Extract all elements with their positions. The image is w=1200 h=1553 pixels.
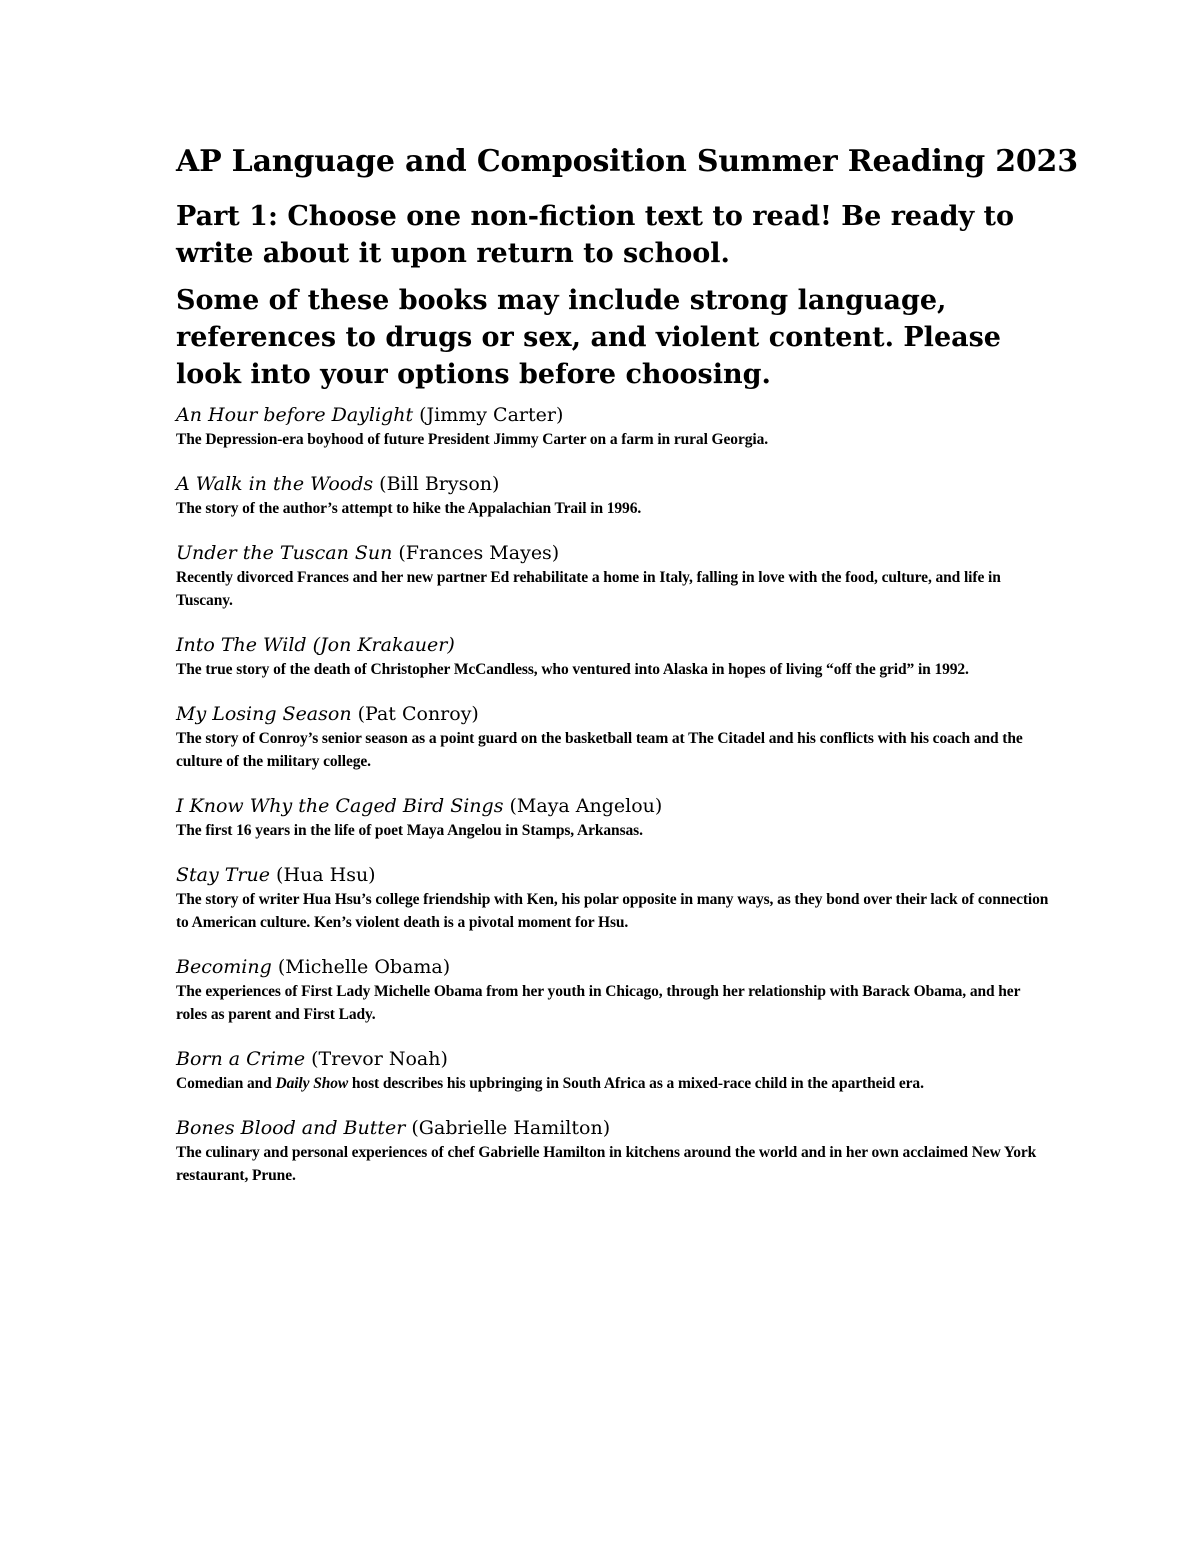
book-title: Born a Crime — [176, 1048, 306, 1070]
book-description: The story of writer Hua Hsu’s college friendship with Ken, his polar opposite in many ways, as they bond over their lack of connection to American culture. Ken’s violent death is a pivotal moment for Hsu. — [176, 891, 1049, 931]
book-heading — [176, 862, 1050, 888]
book-author: (Michelle Obama) — [271, 956, 451, 978]
book-entry — [176, 632, 1050, 681]
book-entry — [176, 793, 1050, 842]
book-entry — [176, 540, 1050, 612]
book-heading — [176, 471, 1050, 497]
book-heading — [176, 402, 1050, 428]
book-title: Under the Tuscan Sun — [176, 542, 393, 564]
book-author: (Maya Angelou) — [503, 795, 663, 817]
book-heading — [176, 1046, 1050, 1072]
book-description: The story of Conroy’s senior season as a point guard on the basketball team at The Citadel and his conflicts with his coach and the culture of the military college. — [176, 730, 1023, 770]
book-title: Becoming — [176, 956, 272, 978]
book-heading — [176, 540, 1050, 566]
book-author: (Gabrielle Hamilton) — [405, 1117, 611, 1139]
book-entry — [176, 701, 1050, 773]
book-heading — [176, 632, 1050, 658]
book-description: The Depression-era boyhood of future President Jimmy Carter on a farm in rural Georgia. — [176, 431, 769, 448]
book-author: (Pat Conroy) — [351, 703, 479, 725]
description-text: Comedian and — [176, 1075, 276, 1092]
page-title: AP Language and Composition Summer Reading 2023 — [176, 144, 1078, 179]
book-description: Recently divorced Frances and her new partner Ed rehabilitate a home in Italy, falling in love with the food, culture, and life in Tuscany. — [176, 569, 1001, 609]
book-entry — [176, 1046, 1050, 1095]
book-description: The experiences of First Lady Michelle Obama from her youth in Chicago, through her relationship with Barack Obama, and her roles as parent and First Lady. — [176, 983, 1021, 1023]
book-entry — [176, 862, 1050, 934]
book-entry — [176, 1115, 1050, 1187]
book-title: I Know Why the Caged Bird Sings — [176, 795, 504, 817]
book-title: Into The Wild (Jon Krakauer) — [176, 634, 455, 656]
book-author: (Jimmy Carter) — [413, 404, 564, 426]
book-author: (Hua Hsu) — [270, 864, 376, 886]
book-title: An Hour before Daylight — [176, 404, 414, 426]
book-entry — [176, 954, 1050, 1026]
book-heading — [176, 793, 1050, 819]
book-description: The first 16 years in the life of poet Maya Angelou in Stamps, Arkansas. — [176, 822, 643, 839]
book-title: Stay True — [176, 864, 270, 886]
book-author: (Trevor Noah) — [305, 1048, 448, 1070]
book-description — [176, 1072, 1050, 1095]
book-title: Bones Blood and Butter — [176, 1117, 406, 1139]
book-entry — [176, 471, 1050, 520]
content-warning: Some of these books may include strong language, references to drugs or sex, and violent content. Please look into your options before choosing. — [176, 285, 1001, 390]
book-description: The culinary and personal experiences of chef Gabrielle Hamilton in kitchens around the world and in her own acclaimed New York restaurant, Prune. — [176, 1144, 1037, 1184]
book-description: The story of the author’s attempt to hike the Appalachian Trail in 1996. — [176, 500, 642, 517]
book-entry — [176, 402, 1050, 451]
show-title: Daily Show — [275, 1075, 349, 1092]
part1-instructions: Part 1: Choose one non-fiction text to read! Be ready to write about it upon return to school. — [176, 201, 1015, 269]
book-description: The true story of the death of Christopher McCandless, who ventured into Alaska in hopes of living “off the grid” in 1992. — [176, 661, 969, 678]
book-title: My Losing Season — [176, 703, 352, 725]
book-list — [176, 402, 1050, 1187]
book-author: (Frances Mayes) — [392, 542, 560, 564]
book-heading — [176, 954, 1050, 980]
book-heading — [176, 1115, 1050, 1141]
description-text: host describes his upbringing in South Africa as a mixed-race child in the apartheid era. — [348, 1075, 924, 1092]
book-heading — [176, 701, 1050, 727]
book-author: (Bill Bryson) — [373, 473, 500, 495]
book-title: A Walk in the Woods — [176, 473, 374, 495]
